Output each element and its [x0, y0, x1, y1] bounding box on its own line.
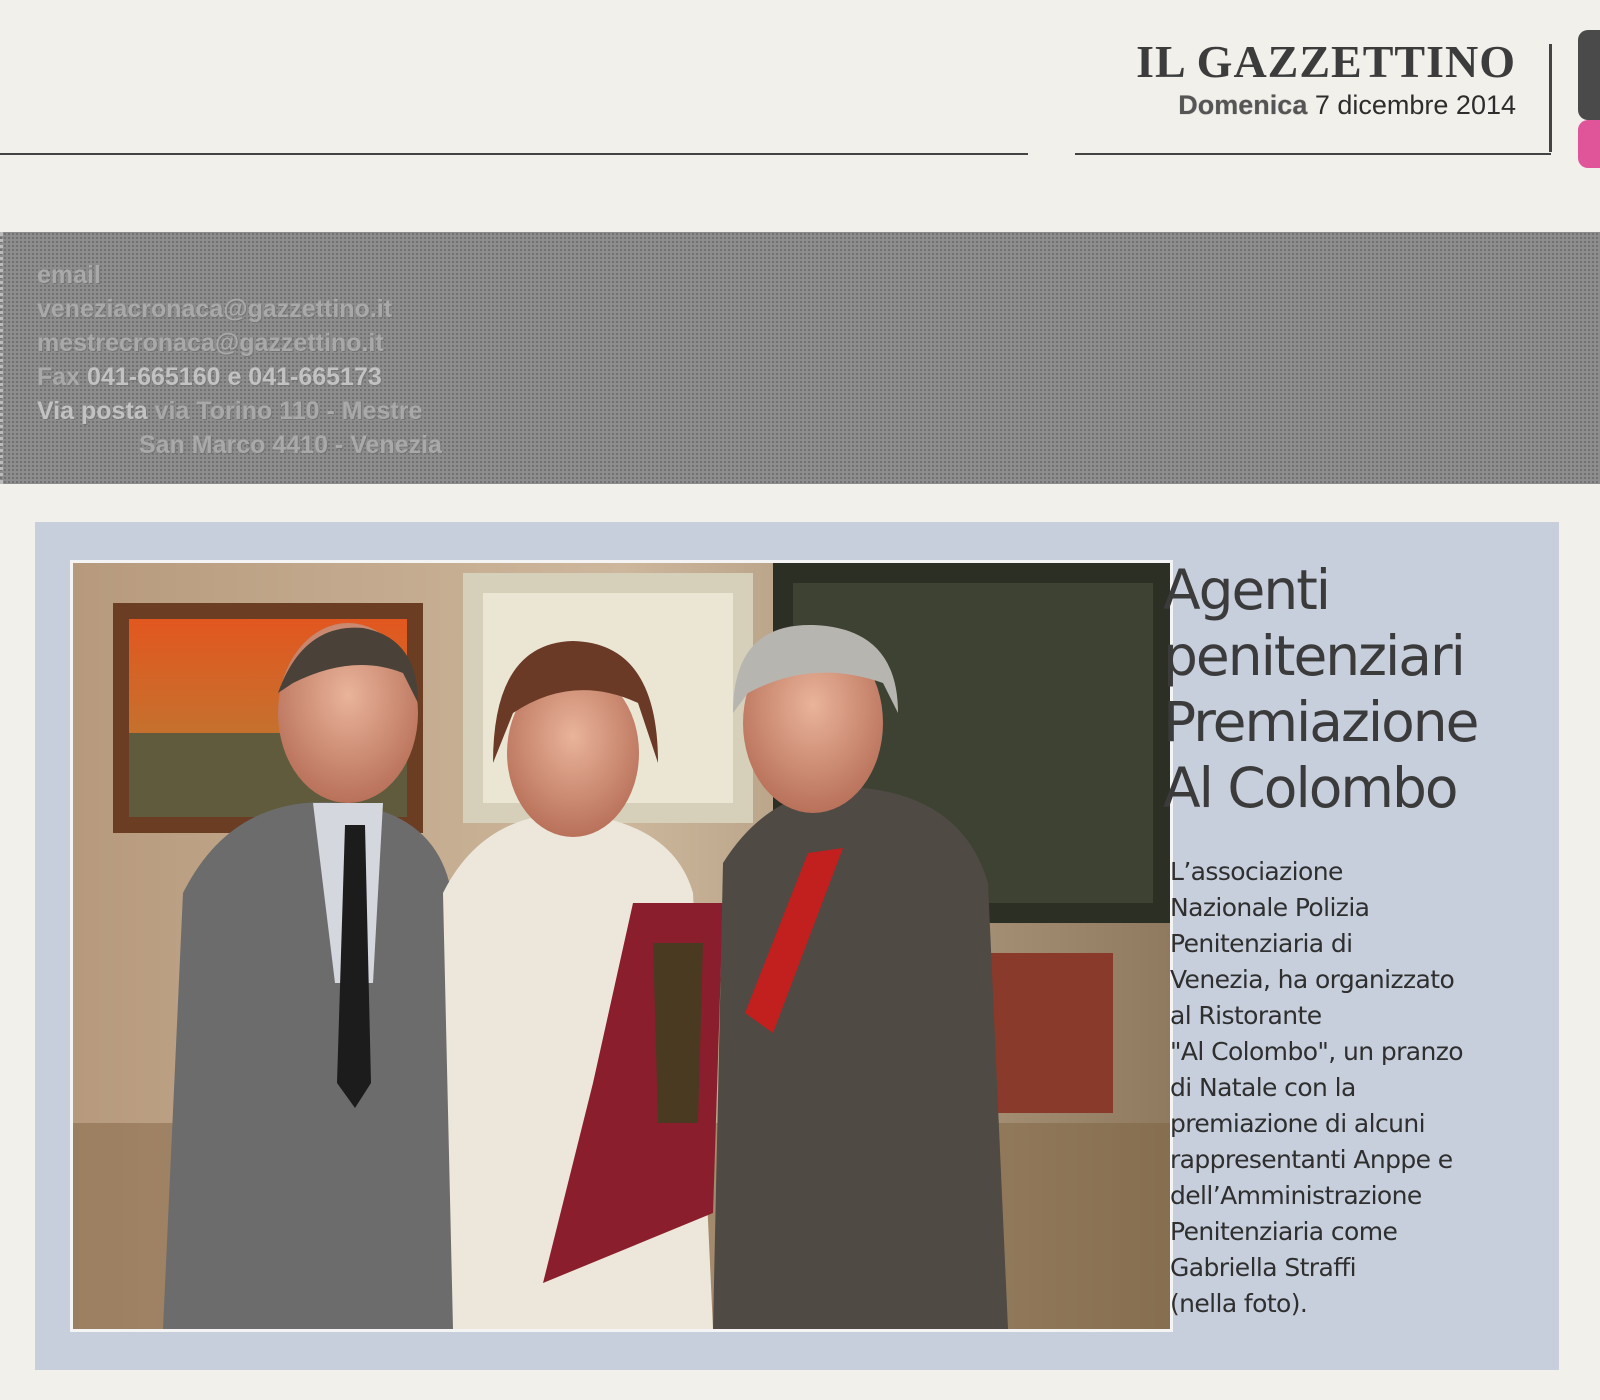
masthead — [1040, 36, 1530, 122]
body-line: Venezia, ha organizzato — [1170, 965, 1455, 994]
email-venezia: veneziacronaca@gazzettino.it — [37, 295, 393, 323]
contact-band — [0, 232, 1600, 484]
body-line: Penitenziaria di — [1170, 929, 1353, 958]
headline-line: Premiazione — [1163, 690, 1478, 754]
fax-label: Fax — [37, 363, 81, 391]
post-address-mestre: via Torino 110 - Mestre — [154, 397, 423, 425]
issue-date-rest: 7 dicembre 2014 — [1314, 90, 1516, 120]
post-line — [37, 394, 442, 428]
contact-info — [37, 258, 442, 462]
body-line: premiazione di alcuni — [1170, 1109, 1425, 1138]
issue-date-day: Domenica — [1178, 90, 1308, 120]
photo-illustration — [73, 563, 1170, 1329]
top-divider-right — [1075, 153, 1551, 155]
body-line: Gabriella Straffi — [1170, 1253, 1356, 1282]
body-line: "Al Colombo", un pranzo — [1170, 1037, 1463, 1066]
masthead-rule — [1549, 44, 1552, 152]
issue-date — [1040, 88, 1516, 122]
newspaper-name: IL GAZZETTINO — [1136, 36, 1516, 87]
fax-line — [37, 360, 442, 394]
body-line: Penitenziaria come — [1170, 1217, 1398, 1246]
article-body — [1170, 854, 1550, 1322]
article-box — [35, 522, 1559, 1370]
body-line: di Natale con la — [1170, 1073, 1356, 1102]
post-address-venezia: San Marco 4410 - Venezia — [139, 431, 442, 459]
headline-line: Al Colombo — [1163, 756, 1457, 820]
top-divider-left — [0, 153, 1028, 155]
post-label: Via posta — [37, 397, 148, 425]
body-line: Nazionale Polizia — [1170, 893, 1370, 922]
page-edge-tab — [1578, 30, 1600, 120]
body-line: al Ristorante — [1170, 1001, 1322, 1030]
headline-line: penitenziari — [1163, 624, 1464, 688]
body-line: (nella foto). — [1170, 1289, 1308, 1318]
article-photo — [70, 560, 1173, 1332]
body-line: L’associazione — [1170, 857, 1343, 886]
email-mestre: mestrecronaca@gazzettino.it — [37, 329, 384, 357]
page-edge-tab-accent — [1578, 120, 1600, 168]
email-label: email — [37, 261, 101, 289]
article-headline — [1163, 557, 1543, 821]
body-line: dell’Amministrazione — [1170, 1181, 1422, 1210]
headline-line: Agenti — [1163, 558, 1330, 622]
fax-numbers: 041-665160 e 041-665173 — [87, 363, 382, 391]
body-line: rappresentanti Anppe e — [1170, 1145, 1453, 1174]
